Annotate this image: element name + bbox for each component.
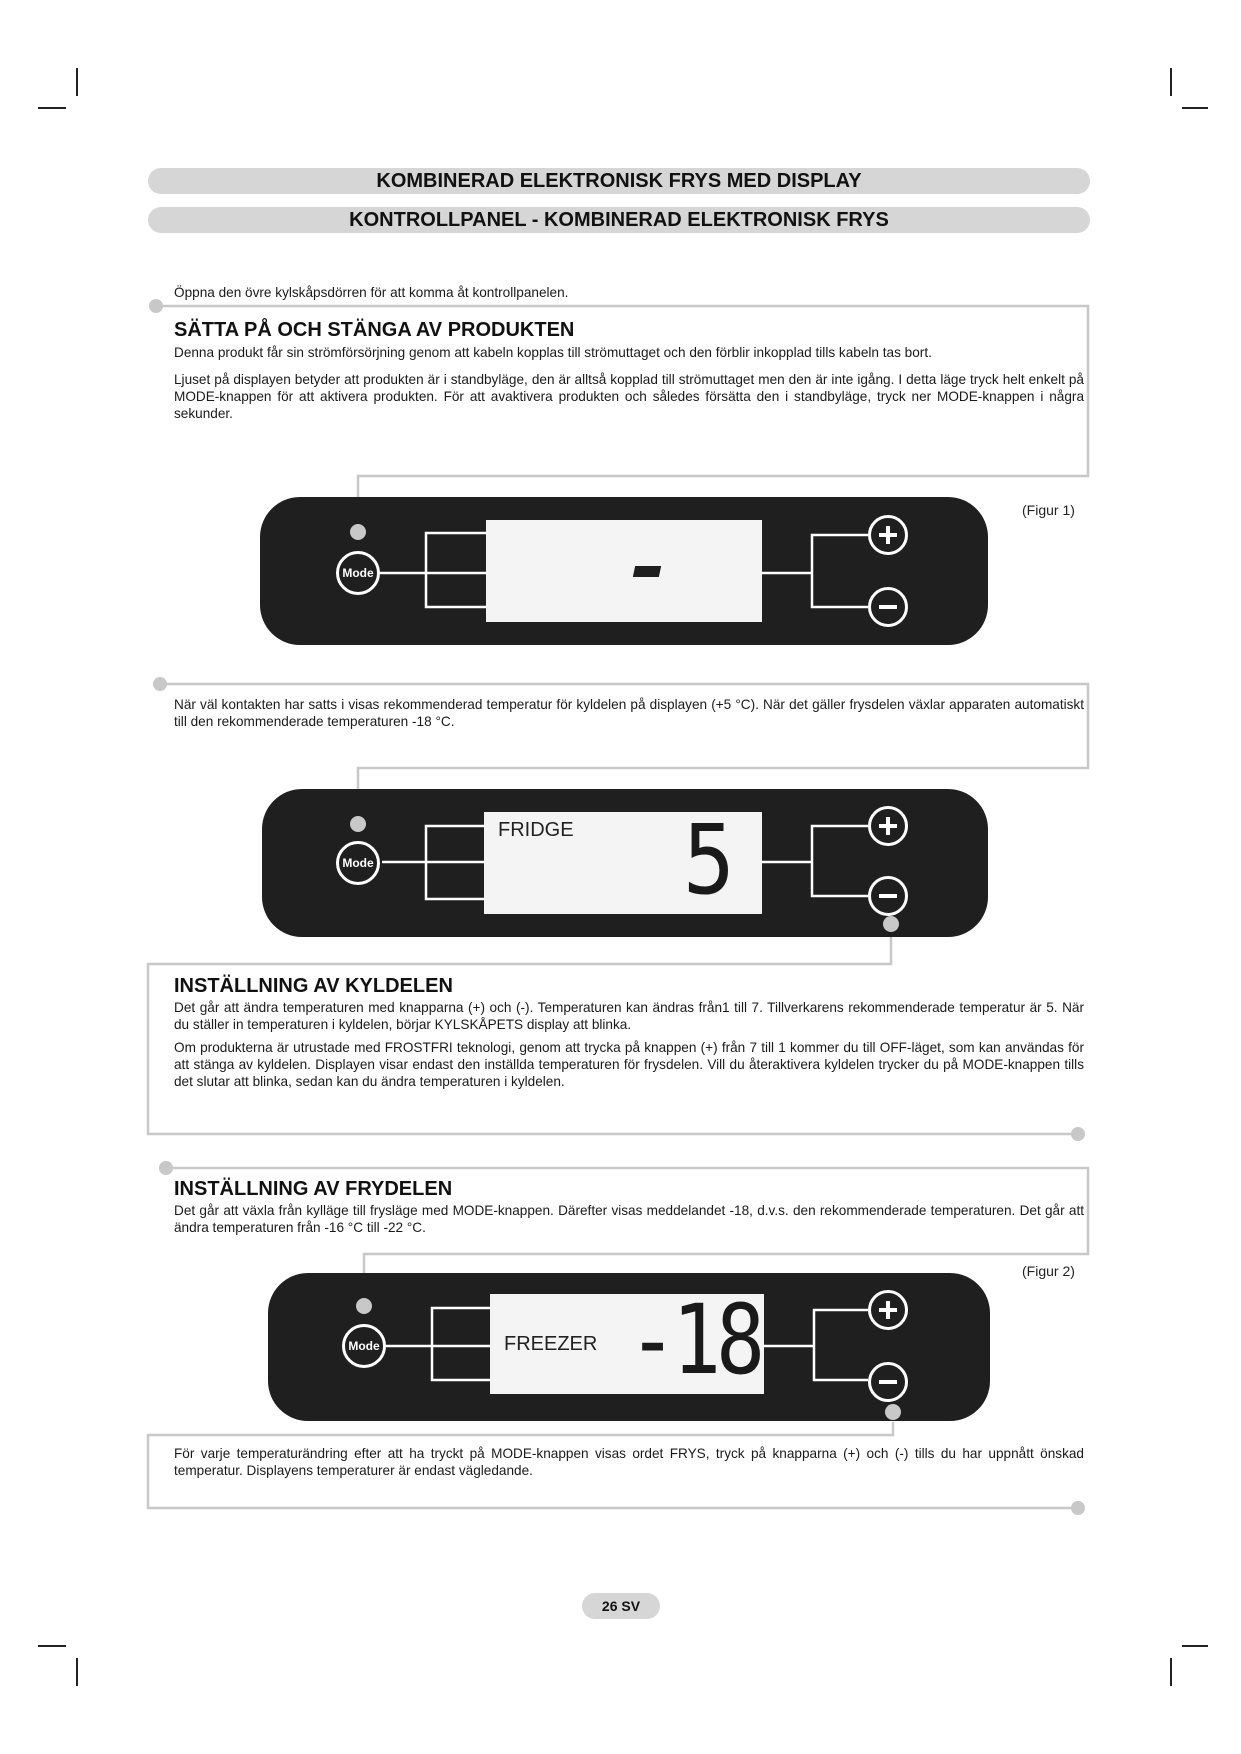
mode-button[interactable]: Mode — [336, 551, 380, 595]
intro-text: Öppna den övre kylskåpsdörren för att komma åt kontrollpanelen. — [174, 285, 569, 300]
figure-2-label: (Figur 2) — [1022, 1263, 1075, 1279]
fridge-label: FRIDGE — [498, 819, 574, 841]
freezer-heading: INSTÄLLNING AV FRYDELEN — [174, 1178, 453, 1200]
fridge-paragraph-2: Om produkterna är utrustade med FROSTFRI teknologi, genom att trycka på knappen (+) från 7 till 1 kommer du till OFF-läget, som kan användas för att stänga av kyldelen. Displayen visar endast den inställda temperaturen för frysdelen. Vill du återaktivera kyldelen trycker du på MODE-knappen tills det slutar att blinka, sedan kan du ändra temperaturen i kyldelen. — [174, 1040, 1084, 1089]
freezer-paragraph-1: Det går att växla från kylläge till frysläge med MODE-knappen. Därefter visas meddelandet -18, d.v.s. den rekommenderade temperaturen. Det går att ändra temperaturen från -16 °C till -22 °C. — [174, 1203, 1084, 1235]
temperature-digit: 5 — [682, 804, 735, 916]
figure-1-label: (Figur 1) — [1022, 502, 1075, 518]
page-number: 26 SV — [582, 1593, 660, 1619]
recommend-text: När väl kontakten har satts i visas rekommenderad temperatur för kyldelen på displayen (+5 °C). När det gäller frysdelen växlar apparaten automatiskt till den rekommenderade temperaturen -18 °C. — [174, 697, 1084, 729]
freezer-label: FREEZER — [504, 1333, 598, 1355]
power-paragraph-1: Denna produkt får sin strömförsörjning genom att kabeln kopplas till strömuttaget och den förblir inkopplad tills kabeln tas bort. — [174, 345, 932, 360]
fridge-paragraph-1: Det går att ändra temperaturen med knapparna (+) och (-). Temperaturen kan ändras från1 till 7. Tillverkarens rekommenderade temperatur är 5. När du ställer in temperaturen i kyldelen, börjar KYLSKÅPETS display att blinka. — [174, 1000, 1084, 1032]
document-title: KOMBINERAD ELEKTRONISK FRYS MED DISPLAY — [148, 168, 1090, 194]
fridge-heading: INSTÄLLNING AV KYLDELEN — [174, 975, 453, 997]
plus-button[interactable] — [868, 1290, 908, 1330]
plus-icon-vertical — [886, 1301, 890, 1319]
minus-button[interactable] — [868, 1362, 908, 1402]
final-text: För varje temperaturändring efter att ha tryckt på MODE-knappen visas ordet FRYS, tryck på knapparna (+) och (-) tills du har uppnått önskad temperatur. Displayens temperaturer är endast vägledande. — [174, 1446, 1084, 1478]
power-paragraph-2: Ljuset på displayen betyder att produkten är i standbyläge, den är alltså kopplad till strömuttaget men den är inte igång. I detta läge tryck helt enkelt på MODE-knappen för att aktivera produkten. För att avaktivera produkten och således försätta den i standbyläge, tryck ner MODE-knappen i några sekunder. — [174, 372, 1084, 421]
minus-icon — [879, 1380, 897, 1384]
temperature-digits: -18 — [628, 1284, 761, 1396]
mode-button[interactable]: Mode — [342, 1324, 386, 1368]
power-heading: SÄTTA PÅ OCH STÄNGA AV PRODUKTEN — [174, 319, 575, 341]
section-title: KONTROLLPANEL - KOMBINERAD ELEKTRONISK FRYS — [148, 207, 1090, 233]
mode-button[interactable]: Mode — [336, 841, 380, 885]
